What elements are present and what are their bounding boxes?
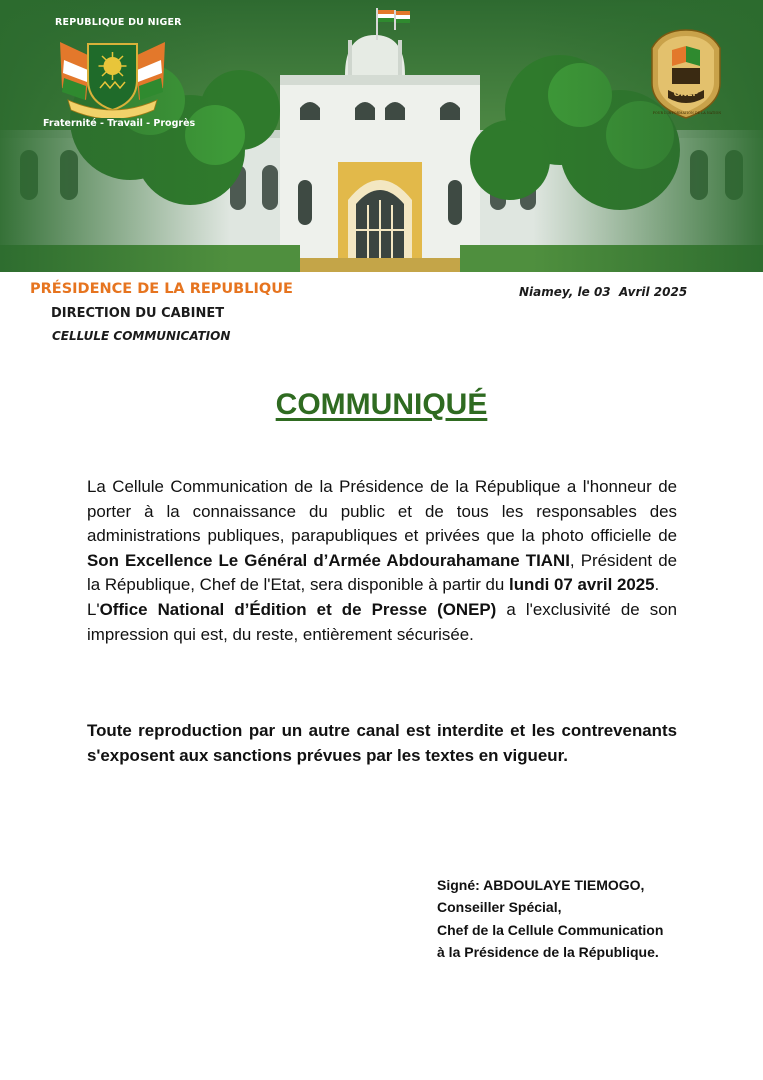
- president-name: Son Excellence Le Général d’Armée Abdourahamane TIANI: [87, 550, 570, 570]
- signature-line: Conseiller Spécial,: [437, 899, 562, 916]
- republic-title: REPUBLIQUE DU NIGER: [55, 17, 182, 28]
- coat-of-arms-icon: [50, 30, 175, 118]
- onep-logo-icon: [650, 28, 722, 120]
- onep-name: Office National d’Édition et de Presse (ONEP): [99, 599, 497, 619]
- onep-caption: POUR L'INFORMATION DE LA NATION: [652, 111, 722, 115]
- onep-logo-text: ONEP: [673, 89, 699, 98]
- republic-motto: Fraternité - Travail - Progrès: [43, 118, 196, 129]
- date-line: Niamey, le 03 Avril 2025: [519, 285, 688, 299]
- signature-block: [437, 874, 737, 963]
- availability-date: lundi 07 avril 2025: [509, 575, 655, 595]
- paragraph-announcement: La Cellule Communication de la Présidence de la République a l'honneur de porter à la connaissance du public et de tous les responsables des administrations publiques, parapubliques et privées que la photo officielle de Son Excellence Le Général d’Armée Abdourahamane TIANI, Président de la République, Chef de l'Etat, sera disponible à partir du lundi 07 avril 2025.: [87, 477, 677, 595]
- signature-line: Signé: ABDOULAYE TIEMOGO,: [437, 877, 645, 893]
- page-title: COMMUNIQUÉ: [275, 388, 488, 421]
- signature-line: à la Présidence de la République.: [437, 943, 659, 960]
- header-banner: [0, 0, 763, 272]
- presidence-heading: PRÉSIDENCE DE LA REPUBLIQUE: [30, 281, 293, 297]
- cellule-heading: CELLULE COMMUNICATION: [52, 329, 231, 343]
- warning-paragraph: Toute reproduction par un autre canal est interdite et les contrevenants s'exposent aux sanctions prévues par les textes en vigueur.: [87, 721, 677, 765]
- paragraph-onep: L'Office National d’Édition et de Presse (ONEP) a l'exclusivité de son impression qui est, du reste, entièrement sécurisée.: [87, 599, 677, 644]
- signature-line: Chef de la Cellule Communication: [437, 921, 664, 938]
- communique-body: [87, 475, 677, 647]
- direction-heading: DIRECTION DU CABINET: [51, 306, 225, 321]
